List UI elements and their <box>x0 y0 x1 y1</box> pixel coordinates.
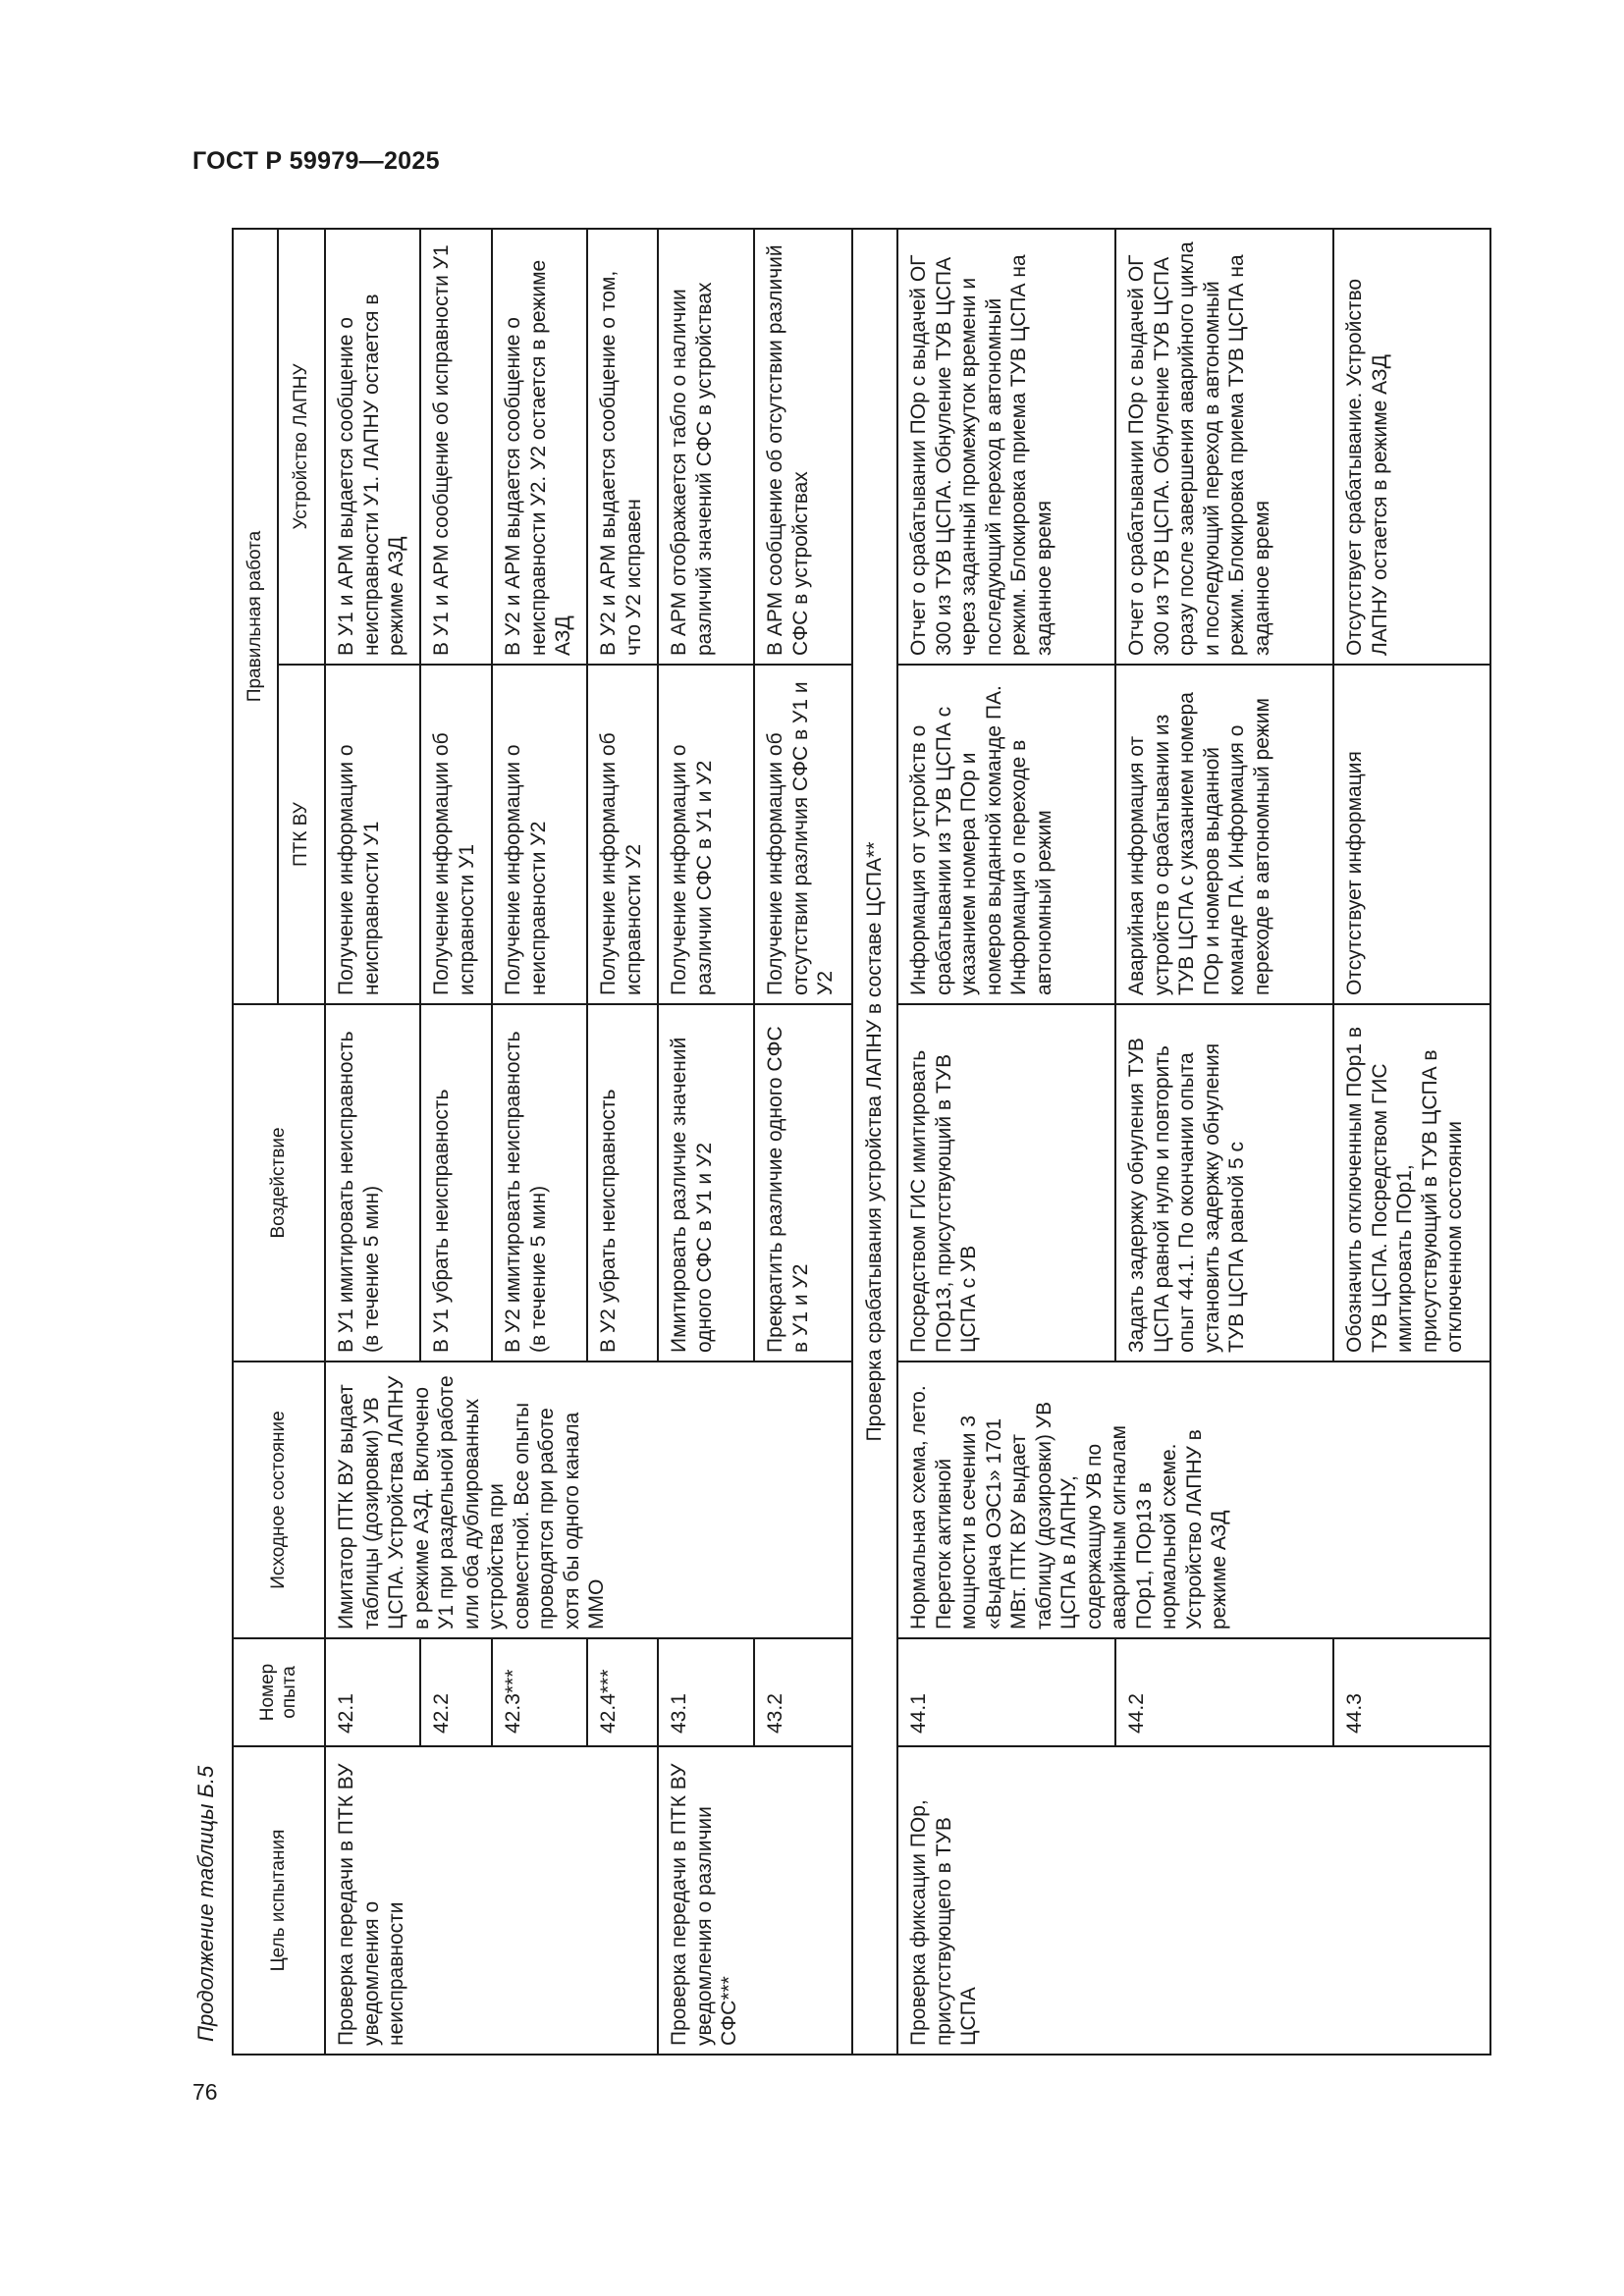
goal-cell: Проверка фиксации ПОр, присутствующего в ТУВ ЦСПА <box>897 1746 1490 2055</box>
header-lapnu-device: Устройство ЛАПНУ <box>278 229 325 665</box>
test-number: 42.1 <box>325 1638 420 1746</box>
lapnu-cell: В У2 и АРМ выдается сообщение о неисправности У2. У2 остается в режиме АЗД <box>492 229 587 665</box>
test-number: 42.2 <box>420 1638 492 1746</box>
section-row <box>852 229 897 2055</box>
header-initial-state: Исходное состояние <box>233 1362 325 1638</box>
header-ptk-vu: ПТК ВУ <box>278 665 325 1004</box>
ptk-cell: Получение информации о различии СФС в У1 и У2 <box>658 665 754 1004</box>
ptk-cell: Информация от устройств о срабатывании из ТУВ ЦСПА с указанием номера ПОр и номеров выданной команде ПА. Информация о переходе в автономный режим <box>897 665 1115 1004</box>
ptk-cell: Получение информации о неисправности У2 <box>492 665 587 1004</box>
lapnu-cell: Отсутствует срабатывание. Устройство ЛАПНУ остается в режиме АЗД <box>1333 229 1490 665</box>
test-number: 43.1 <box>658 1638 754 1746</box>
initial-state-cell: Нормальная схема, лето. Переток активной мощности в сечении 3 «Выдача ОЭС1» 1701 МВт. ПТК ВУ выдает таблицу (дозировки) УВ ЦСПА в ЛАПНУ, содержащую УВ по аварийным сигналам ПОр1, ПОр13 в нормальной схеме. Устройство ЛАПНУ в режиме АЗД <box>897 1362 1490 1638</box>
goal-cell: Проверка передачи в ПТК ВУ уведомления о различии СФС*** <box>658 1746 852 2055</box>
test-number: 44.3 <box>1333 1638 1490 1746</box>
page-number: 76 <box>192 2079 218 2105</box>
lapnu-cell: В АРМ сообщение об отсутствии различий СФС в устройствах <box>754 229 852 665</box>
lapnu-cell: Отчет о срабатывании ПОр с выдачей ОГ 300 из ТУВ ЦСПА. Обнуление ТУВ ЦСПА через заданный промежуток времени и последующий переход в автономный режим. Блокировка приема ТУВ ЦСПА на заданное время <box>897 229 1115 665</box>
test-table <box>232 228 1491 2056</box>
lapnu-cell: В АРМ отображается табло о наличии различий значений СФС в устройствах <box>658 229 754 665</box>
ptk-cell: Получение информации об исправности У2 <box>587 665 658 1004</box>
table-row <box>325 229 420 2055</box>
action-cell: Посредством ГИС имитировать ПОр13, присутствующий в ТУВ ЦСПА с УВ <box>897 1004 1115 1362</box>
action-cell: В У1 убрать неисправность <box>420 1004 492 1362</box>
header-goal: Цель испытания <box>233 1746 325 2055</box>
test-number: 43.2 <box>754 1638 852 1746</box>
test-number: 44.1 <box>897 1638 1115 1746</box>
lapnu-cell: В У1 и АРМ сообщение об исправности У1 <box>420 229 492 665</box>
action-cell: В У1 имитировать неисправность (в течение 5 мин) <box>325 1004 420 1362</box>
initial-state-cell: Имитатор ПТК ВУ выдает таблицы (дозировки) УВ ЦСПА. Устройства ЛАПНУ в режиме АЗД. Включено У1 при раздельной работе или оба дублированных устройства при совместной. Все опыты проводятся при работе хотя бы одного канала ММО <box>325 1362 852 1638</box>
lapnu-cell: В У2 и АРМ выдается сообщение о том, что У2 исправен <box>587 229 658 665</box>
test-number: 42.3*** <box>492 1638 587 1746</box>
action-cell: Прекратить различие одного СФС в У1 и У2 <box>754 1004 852 1362</box>
action-cell: Имитировать различие значений одного СФС в У1 и У2 <box>658 1004 754 1362</box>
table-continuation-caption: Продолжение таблицы Б.5 <box>193 1765 218 2042</box>
document-header: ГОСТ Р 59979—2025 <box>192 147 440 175</box>
ptk-cell: Получение информации об исправности У1 <box>420 665 492 1004</box>
rotated-table-wrapper <box>232 230 1490 2056</box>
header-action: Воздействие <box>233 1004 325 1362</box>
action-cell: Задать задержку обнуления ТУВ ЦСПА равной нулю и повторить опыт 44.1. По окончании опыта установить задержку обнуления ТУВ ЦСПА равной 5 с <box>1115 1004 1333 1362</box>
ptk-cell: Получение информации о неисправности У1 <box>325 665 420 1004</box>
action-cell: В У2 убрать неисправность <box>587 1004 658 1362</box>
test-number: 42.4*** <box>587 1638 658 1746</box>
action-cell: В У2 имитировать неисправность (в течение 5 мин) <box>492 1004 587 1362</box>
lapnu-cell: Отчет о срабатывании ПОр с выдачей ОГ 300 из ТУВ ЦСПА. Обнуление ТУВ ЦСПА сразу после завершения аварийного цикла и последующий переход в автономный режим. Блокировка приема ТУВ ЦСПА на заданное время <box>1115 229 1333 665</box>
table-row <box>897 229 1115 2055</box>
section-title: Проверка срабатывания устройства ЛАПНУ в составе ЦСПА** <box>852 229 897 2055</box>
goal-cell: Проверка передачи в ПТК ВУ уведомления о неисправности <box>325 1746 658 2055</box>
action-cell: Обозначить отключенным ПОр1 в ТУВ ЦСПА. Посредством ГИС имитировать ПОр1, присутствующий в ТУВ ЦСПА в отключенном состоянии <box>1333 1004 1490 1362</box>
ptk-cell: Аварийная информация от устройств о срабатывании из ТУВ ЦСПА с указанием номера ПОр и номеров выданной команде ПА. Информация о переходе в автономный режим <box>1115 665 1333 1004</box>
ptk-cell: Получение информации об отсутствии различия СФС в У1 и У2 <box>754 665 852 1004</box>
header-number: Номер опыта <box>233 1638 325 1746</box>
table-row <box>658 229 754 2055</box>
lapnu-cell: В У1 и АРМ выдается сообщение о неисправности У1. ЛАПНУ остается в режиме АЗД <box>325 229 420 665</box>
ptk-cell: Отсутствует информация <box>1333 665 1490 1004</box>
test-number: 44.2 <box>1115 1638 1333 1746</box>
header-correct-operation: Правильная работа <box>233 229 278 1004</box>
